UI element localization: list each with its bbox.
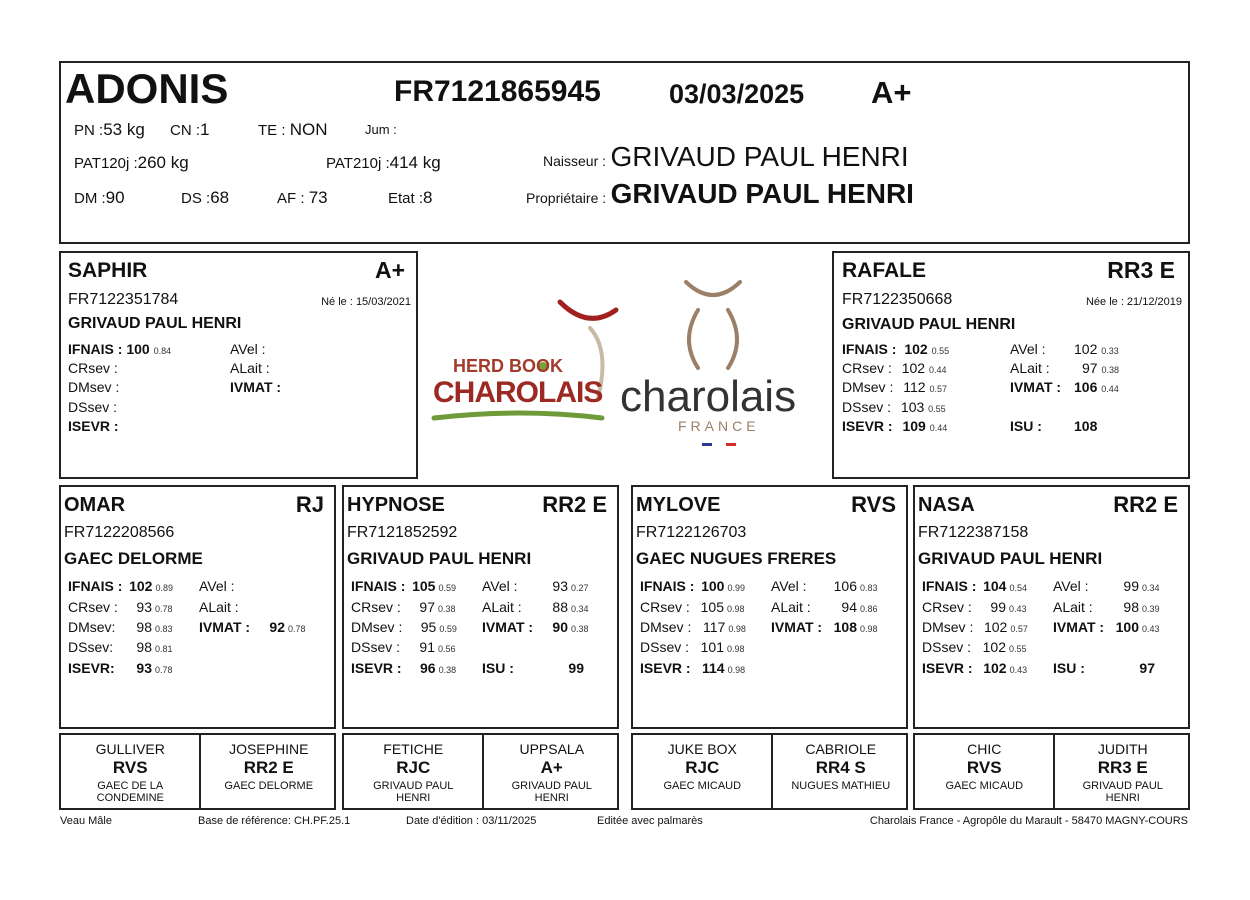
ifnais-value: 105	[412, 578, 436, 594]
proprietaire-label: Propriétaire :	[526, 190, 607, 206]
dmsev-value: 102	[983, 619, 1008, 635]
cn-field	[170, 120, 209, 140]
great-grandparent-pair	[59, 733, 336, 810]
grandparent-isevr	[922, 660, 1027, 676]
avel-cd: 0.33	[1101, 346, 1119, 356]
crsev-cd: 0.43	[1009, 604, 1027, 614]
dmsev-label: DMsev :	[842, 379, 894, 395]
alait-cd: 0.86	[860, 604, 878, 614]
footer-sex: Veau Mâle	[60, 815, 112, 827]
grandparent-ivmat	[255, 619, 306, 635]
ifnais-cd: 0.84	[153, 346, 172, 356]
grandparent-ivmat	[1109, 619, 1160, 635]
isevr-value: 102	[983, 660, 1007, 676]
proprietaire-field	[526, 178, 914, 210]
ifnais-value: 104	[983, 578, 1007, 594]
dmsev-value: 95	[420, 619, 437, 635]
grandparent-avel	[538, 578, 589, 594]
crsev-cd: 0.98	[727, 604, 745, 614]
isevr-label: ISEVR :	[842, 418, 893, 434]
herdbook-label: HERD BOOK	[453, 356, 564, 376]
naisseur-label: Naisseur :	[543, 153, 607, 169]
ifnais-cd: 0.54	[1009, 583, 1027, 593]
dssev-label: DSsev :	[842, 399, 892, 415]
sire-birthdate: Né le : 15/03/2021	[321, 296, 411, 308]
grandparent-ifnais	[640, 578, 745, 594]
etat-value: 8	[423, 188, 433, 207]
grandparent-dssev	[351, 639, 456, 655]
great-grandparent-owner: GAEC DELORME	[224, 780, 314, 792]
ifnais-value: 102	[129, 578, 153, 594]
grandparent-ifnais	[922, 578, 1027, 594]
cn-label: CN :	[170, 122, 200, 139]
great-grandparent-name: CHIC	[967, 741, 1002, 757]
sire-name: SAPHIR	[68, 259, 148, 282]
dmsev-cd: 0.83	[155, 624, 173, 634]
isevr-cd: 0.98	[727, 665, 746, 675]
grandparent-owner: GAEC NUGUES FRERES	[636, 549, 837, 568]
grandparent-dssev	[640, 639, 745, 655]
avel-cd: 0.34	[1142, 583, 1160, 593]
great-grandparent-name: JUDITH	[1097, 741, 1148, 757]
crsev-value: 105	[700, 599, 724, 615]
grandparent-dssev	[922, 639, 1027, 655]
great-grandparent-pair	[342, 733, 619, 810]
sire-dmsev-label: DMsev :	[68, 379, 120, 395]
grandparent-crsev	[922, 599, 1027, 615]
te-field	[258, 120, 327, 140]
ivmat-cd: 0.43	[1142, 624, 1160, 634]
ivmat-value: 92	[269, 619, 285, 635]
sire-avel-label: AVel :	[230, 341, 266, 357]
sire-ivmat-label: IVMAT :	[230, 379, 282, 395]
grandparent-avel	[827, 578, 878, 594]
great-grandparent-owner: GAEC MICAUD	[945, 780, 1024, 792]
france-label: FRANCE	[678, 418, 760, 434]
isevr-cd: 0.43	[1009, 665, 1028, 675]
dssev-value: 91	[419, 639, 435, 655]
dssev-label: DSsev :	[922, 639, 972, 655]
footer-base: Base de référence: CH.PF.25.1	[198, 815, 351, 827]
ivmat-cd: 0.98	[860, 624, 878, 634]
isevr-value: 114	[701, 660, 725, 676]
great-grandparent-name: GULLIVER	[95, 741, 165, 757]
dssev-cd: 0.81	[155, 644, 173, 654]
ifnais-label: IFNAIS :	[842, 341, 897, 357]
crsev-value: 93	[136, 599, 152, 615]
ivmat-cd: 0.44	[1101, 384, 1119, 394]
dam-dmsev	[842, 379, 947, 395]
avel-value: 99	[1123, 578, 1139, 594]
great-grandparent-name: UPPSALA	[519, 741, 585, 757]
grandparent-crsev	[68, 599, 173, 615]
ivmat-value: 106	[1074, 379, 1098, 395]
grandparent-grade: RVS	[851, 492, 896, 517]
grandparent-id: FR7121852592	[347, 524, 458, 541]
ifnais-value: 100	[701, 578, 725, 594]
dam-owner: GRIVAUD PAUL HENRI	[842, 316, 1016, 333]
great-grandparent-grade: RVS	[112, 758, 148, 777]
great-grandparent-owner: GRIVAUD PAUL HENRI	[1082, 780, 1163, 804]
alait-value: 98	[1123, 599, 1139, 615]
dssev-cd: 0.56	[438, 644, 456, 654]
grandparent-avel-label: AVel :	[1053, 578, 1089, 594]
grandparent-dssev	[68, 639, 173, 655]
pat210-field	[326, 153, 441, 173]
dssev-value: 101	[700, 639, 724, 655]
grandparent-alait	[1109, 599, 1160, 615]
avel-cd: 0.83	[860, 583, 878, 593]
great-grandparent-cell	[61, 735, 200, 808]
great-grandparent-grade: RR2 E	[243, 758, 294, 777]
dam-card	[832, 251, 1190, 479]
isevr-label: ISEVR:	[68, 660, 115, 676]
pn-value: 53 kg	[103, 120, 145, 139]
dam-ivmat	[1074, 379, 1119, 395]
ivmat-cd: 0.38	[571, 624, 589, 634]
ifnais-value: 102	[904, 341, 928, 357]
great-grandparent-name: FETICHE	[383, 741, 444, 757]
grandparent-dmsev	[640, 619, 746, 635]
footer-palmares: Editée avec palmarès	[597, 815, 703, 827]
grandparent-alait-label: ALait :	[1053, 599, 1093, 615]
grandparent-card	[342, 485, 619, 729]
proprietaire-value: GRIVAUD PAUL HENRI	[610, 178, 914, 209]
grandparent-alait	[255, 599, 288, 615]
grandparent-alait	[827, 599, 878, 615]
ds-field	[181, 188, 229, 208]
ifnais-value: 100	[126, 341, 150, 357]
grandparent-card	[913, 485, 1190, 729]
animal-birthdate: 03/03/2025	[669, 79, 805, 109]
footer-organisation: Charolais France - Agropôle du Marault - 58470 MAGNY-COURS	[869, 815, 1188, 827]
dam-alait-label: ALait :	[1010, 360, 1050, 376]
great-grandparent-grade: RR3 E	[1097, 758, 1148, 777]
grandparent-card	[59, 485, 336, 729]
dssev-cd: 0.55	[1009, 644, 1027, 654]
animal-card	[59, 61, 1190, 244]
etat-label: Etat :	[388, 190, 424, 207]
dam-ivmat-label: IVMAT :	[1010, 379, 1062, 395]
jum-field	[365, 122, 397, 137]
grandparent-name: MYLOVE	[636, 494, 721, 516]
ivmat-cd: 0.78	[288, 624, 306, 634]
dssev-label: DSsev :	[640, 639, 690, 655]
alait-cd: 0.38	[1101, 365, 1119, 375]
dm-field	[74, 188, 125, 208]
great-grandparent-grade: RR4 S	[815, 758, 866, 777]
animal-id: FR7121865945	[394, 75, 601, 108]
great-grandparent-grade: RJC	[685, 758, 720, 777]
crsev-value: 102	[901, 360, 926, 376]
ivmat-value: 100	[1115, 619, 1139, 635]
great-grandparent-pair	[631, 733, 908, 810]
naisseur-field	[543, 141, 909, 173]
isevr-value: 109	[902, 418, 926, 434]
sire-owner: GRIVAUD PAUL HENRI	[68, 315, 242, 332]
isevr-value: 93	[136, 660, 152, 676]
great-grandparent-cell	[633, 735, 772, 808]
crsev-value: 97	[419, 599, 435, 615]
grandparent-ivmat-label: IVMAT :	[771, 619, 823, 635]
grandparent-crsev	[351, 599, 456, 615]
great-grandparent-owner: GAEC DE LA CONDEMINE	[96, 780, 164, 804]
dmsev-cd: 0.98	[728, 624, 746, 634]
dmsev-value: 117	[703, 619, 726, 635]
alait-cd: 0.39	[1142, 604, 1160, 614]
dam-name: RAFALE	[842, 259, 926, 282]
naisseur-value: GRIVAUD PAUL HENRI	[610, 141, 909, 172]
dmsev-cd: 0.57	[1010, 624, 1028, 634]
sire-id: FR7122351784	[68, 291, 179, 308]
grandparent-name: NASA	[918, 494, 975, 516]
dam-id: FR7122350668	[842, 291, 953, 308]
great-grandparent-name: JUKE BOX	[667, 741, 737, 757]
sire-isevr-label: ISEVR :	[68, 418, 119, 434]
animal-grade: A+	[871, 75, 912, 110]
grandparent-card	[631, 485, 908, 729]
avel-value: 102	[1074, 341, 1098, 357]
grandparent-owner: GRIVAUD PAUL HENRI	[918, 549, 1103, 568]
isevr-label: ISEVR :	[640, 660, 691, 676]
dam-isu-value: 108	[1074, 418, 1098, 434]
ivmat-value: 108	[833, 619, 857, 635]
great-grandparent-owner: NUGUES MATHIEU	[791, 780, 891, 792]
ifnais-cd: 0.59	[438, 583, 456, 593]
dssev-value: 102	[982, 639, 1006, 655]
etat-field	[388, 188, 433, 208]
grandparent-ivmat-label: IVMAT :	[1053, 619, 1105, 635]
avel-cd: 0.27	[571, 583, 589, 593]
crsev-cd: 0.78	[155, 604, 173, 614]
great-grandparent-cell	[1053, 735, 1192, 808]
dam-birthdate: Née le : 21/12/2019	[1085, 296, 1182, 308]
sire-alait-label: ALait :	[230, 360, 270, 376]
dmsev-label: DMsev :	[351, 619, 403, 635]
dm-label: DM :	[74, 190, 106, 207]
dam-isevr	[842, 418, 947, 434]
grandparent-name: OMAR	[64, 494, 126, 516]
grandparent-isevr	[68, 660, 173, 676]
grandparent-owner: GAEC DELORME	[64, 549, 203, 568]
sire-dssev-label: DSsev :	[68, 399, 118, 415]
ifnais-label: IFNAIS :	[68, 578, 123, 594]
dssev-value: 98	[136, 639, 152, 655]
ifnais-cd: 0.55	[931, 346, 950, 356]
grandparent-ivmat	[827, 619, 878, 635]
grandparent-id: FR7122387158	[918, 524, 1029, 541]
great-grandparent-cell	[771, 735, 910, 808]
crsev-label: CRsev :	[351, 599, 401, 615]
grandparent-ivmat-label: IVMAT :	[199, 619, 251, 635]
dmsev-label: DMsev :	[640, 619, 692, 635]
ifnais-label: IFNAIS :	[922, 578, 977, 594]
pn-field	[74, 120, 145, 140]
grandparent-ifnais	[351, 578, 456, 594]
herdbook-charolais: CHAROLAIS	[433, 376, 603, 409]
dssev-cd: 0.98	[727, 644, 745, 654]
grandparent-isu-label: ISU :	[1053, 660, 1085, 676]
crsev-label: CRsev :	[68, 599, 118, 615]
dmsev-value: 112	[903, 379, 926, 395]
af-field	[277, 188, 328, 208]
grandparent-ivmat-label: IVMAT :	[482, 619, 534, 635]
grandparent-owner: GRIVAUD PAUL HENRI	[347, 549, 532, 568]
dam-alait	[1082, 360, 1119, 376]
alait-cd: 0.34	[571, 604, 589, 614]
crsev-label: CRsev :	[922, 599, 972, 615]
great-grandparent-cell	[199, 735, 338, 808]
dssev-cd: 0.55	[928, 404, 946, 414]
sire-ifnais	[68, 341, 171, 357]
grandparent-avel-label: AVel :	[482, 578, 518, 594]
isu-value: 97	[1139, 660, 1155, 676]
grandparent-isu	[554, 660, 584, 676]
dam-avel-label: AVel :	[1010, 341, 1046, 357]
ds-value: 68	[210, 188, 230, 207]
grandparent-crsev	[640, 599, 745, 615]
dssev-label: DSsev :	[351, 639, 401, 655]
grandparent-grade: RJ	[295, 492, 324, 517]
grandparent-avel	[1109, 578, 1160, 594]
grandparent-grade: RR2 E	[542, 492, 607, 517]
great-grandparent-owner: GAEC MICAUD	[663, 780, 742, 792]
grandparent-id: FR7122208566	[64, 524, 175, 541]
crsev-cd: 0.38	[438, 604, 456, 614]
dmsev-label: DMsev :	[922, 619, 974, 635]
ds-label: DS :	[181, 190, 211, 207]
dam-avel	[1074, 341, 1119, 357]
alait-value: 88	[552, 599, 568, 615]
crsev-cd: 0.44	[928, 365, 947, 375]
great-grandparent-grade: A+	[540, 758, 563, 777]
dssev-label: DSsev:	[68, 639, 114, 655]
great-grandparent-cell	[482, 735, 621, 808]
cn-value: 1	[200, 120, 210, 139]
grandparent-alait	[538, 599, 589, 615]
great-grandparent-grade: RVS	[966, 758, 1002, 777]
grandparent-avel-label: AVel :	[199, 578, 235, 594]
grandparent-ivmat	[538, 619, 589, 635]
crsev-label: CRsev :	[640, 599, 690, 615]
animal-name: ADONIS	[65, 65, 229, 112]
grandparent-dmsev	[351, 619, 457, 635]
grandparent-isu	[1125, 660, 1155, 676]
grandparent-dmsev	[68, 619, 173, 635]
dam-isu-label: ISU :	[1010, 418, 1042, 434]
grandparent-name: HYPNOSE	[347, 494, 445, 516]
ifnais-label: IFNAIS :	[640, 578, 695, 594]
footer-edition-date: Date d'édition : 03/11/2025	[406, 815, 537, 827]
pat120-value: 260 kg	[137, 153, 189, 172]
grandparent-alait-label: ALait :	[482, 599, 522, 615]
great-grandparent-owner: GRIVAUD PAUL HENRI	[373, 780, 454, 804]
sire-card	[59, 251, 418, 479]
af-label: AF :	[277, 190, 305, 207]
te-value: NON	[289, 120, 328, 139]
isevr-label: ISEVR :	[351, 660, 402, 676]
isevr-cd: 0.38	[438, 665, 457, 675]
alait-value: 94	[841, 599, 857, 615]
ifnais-label: IFNAIS :	[68, 341, 123, 357]
ifnais-label: IFNAIS :	[351, 578, 406, 594]
grandparent-avel-label: AVel :	[771, 578, 807, 594]
af-value: 73	[308, 188, 328, 207]
dmsev-cd: 0.57	[929, 384, 947, 394]
great-grandparent-cell	[915, 735, 1054, 808]
isevr-cd: 0.78	[155, 665, 173, 675]
great-grandparent-pair	[913, 733, 1190, 810]
ivmat-value: 90	[552, 619, 568, 635]
pn-label: PN :	[74, 122, 104, 139]
dmsev-cd: 0.59	[439, 624, 457, 634]
grandparent-isevr	[640, 660, 745, 676]
dam-dssev	[842, 399, 946, 415]
charolais-wordmark: charolais	[620, 372, 797, 421]
great-grandparent-owner: GRIVAUD PAUL HENRI	[511, 780, 592, 804]
logo-area	[430, 280, 830, 460]
dam-ifnais	[842, 341, 949, 357]
great-grandparent-name: CABRIOLE	[805, 741, 877, 757]
dmsev-label: DMsev:	[68, 619, 116, 635]
great-grandparent-name: JOSEPHINE	[229, 741, 309, 757]
jum-label: Jum :	[365, 122, 397, 137]
isevr-cd: 0.44	[929, 423, 948, 433]
te-label: TE :	[258, 122, 286, 139]
dmsev-value: 98	[136, 619, 152, 635]
pat210-value: 414 kg	[389, 153, 441, 172]
grandparent-avel	[255, 578, 288, 594]
grandparent-dmsev	[922, 619, 1028, 635]
dm-value: 90	[105, 188, 125, 207]
sire-grade: A+	[374, 257, 405, 283]
great-grandparent-grade: RJC	[396, 758, 431, 777]
ifnais-cd: 0.89	[155, 583, 173, 593]
grandparent-alait-label: ALait :	[771, 599, 811, 615]
grandparent-id: FR7122126703	[636, 524, 747, 541]
dssev-value: 103	[900, 399, 925, 415]
isevr-label: ISEVR :	[922, 660, 973, 676]
grandparent-isevr	[351, 660, 456, 676]
crsev-value: 99	[990, 599, 1006, 615]
grandparent-alait-label: ALait :	[199, 599, 239, 615]
dam-crsev	[842, 360, 946, 376]
sire-crsev-label: CRsev :	[68, 360, 118, 376]
grandparent-grade: RR2 E	[1113, 492, 1178, 517]
grandparent-ifnais	[68, 578, 173, 594]
isu-value: 99	[568, 660, 584, 676]
isevr-value: 96	[420, 660, 436, 676]
pat210-label: PAT210j :	[326, 155, 390, 172]
grandparent-isu-label: ISU :	[482, 660, 514, 676]
avel-value: 93	[552, 578, 568, 594]
crsev-label: CRsev :	[842, 360, 892, 376]
pat120-label: PAT120j :	[74, 155, 138, 172]
great-grandparent-cell	[344, 735, 483, 808]
avel-value: 106	[833, 578, 857, 594]
pat120-field	[74, 153, 189, 173]
alait-value: 97	[1082, 360, 1098, 376]
dam-grade: RR3 E	[1107, 257, 1175, 283]
ifnais-cd: 0.99	[727, 583, 745, 593]
